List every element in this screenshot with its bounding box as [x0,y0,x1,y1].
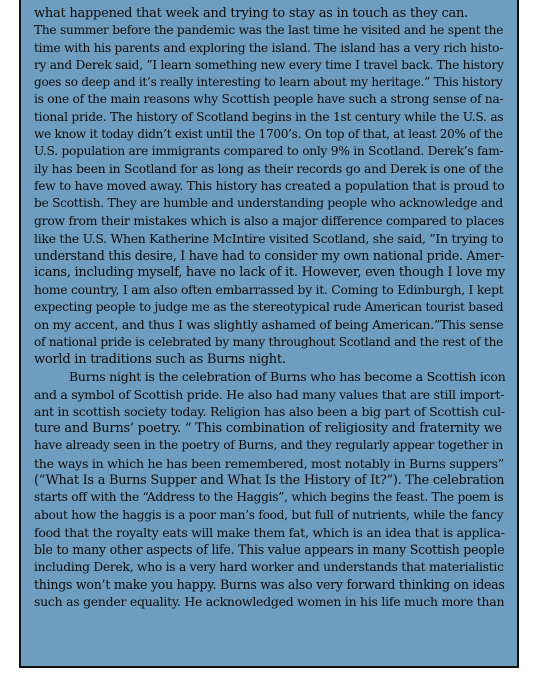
text-line: and a symbol of Scottish pride. He also had many values that are still import- [34,386,505,402]
text-line: ily has been in Scotland for as long as their records go and Derek is one of the [34,161,504,176]
text-line: be Scottish. They are humble and understanding people who acknowledge and [34,196,503,211]
text-line: world in traditions such as Burns night. [34,351,286,367]
text-line: about how the haggis is a poor man’s food, but full of nutrients, while the fancy [34,507,504,522]
text-line: things won’t make you happy. Burns was also very forward thinking on ideas [34,576,505,592]
text-line: (“What Is a Burns Supper and What Is the History of It?”). The celebration [34,473,505,489]
text-line: grow from their mistakes which is also a major difference compared to places [34,213,505,228]
text-line: understand this desire, I have had to consider my own national pride. Amer- [34,248,505,264]
text-line: time with his parents and exploring the island. The island has a very rich histo- [34,40,504,55]
text-line: starts off with the “Address to the Haggis”, which begins the feast. The poem is [34,490,504,505]
text-line: few to have moved away. This history has created a population that is proud to [34,178,505,193]
text-line: icans, including myself, have no lack of it. However, even though I love my [34,265,506,281]
text-line: food that the royalty eats will make them fat, which is an idea that is applica- [34,524,505,540]
text-line: including Derek, who is a very hard worker and understands that materialistic [34,559,504,574]
paragraph-start-line: Burns night is the celebration of Burns who has become a Scottish icon [69,369,506,385]
text-line: have already seen in the poetry of Burns, and they regularly appear together in [34,438,504,453]
text-line: ry and Derek said, ”I learn something new every time I travel back. The history [34,57,504,72]
text-line: home country, I am also often embarrassed by it. Coming to Edinburgh, I kept [34,282,504,297]
text-line: U.S. population are immigrants compared to only 9% in Scotland. Derek’s fam- [34,144,504,159]
text-line: on my accent, and thus I was slightly ashamed of being American.”This sense [34,317,504,333]
text-panel [19,0,519,668]
text-line: expecting people to judge me as the stereotypical rude American tourist based [34,300,504,315]
text-line: like the U.S. When Katherine McIntire visited Scotland, she said, ”In trying to [34,230,504,246]
text-line: The summer before the pandemic was the last time he visited and he spent the [34,23,504,38]
text-line: ble to many other aspects of life. This value appears in many Scottish people [34,542,505,558]
text-line: ture and Burns’ poetry. “ This combination of religiosity and fraternity we [34,421,502,437]
text-line: is one of the main reasons why Scottish people have such a strong sense of na- [34,92,504,107]
text-line: tional pride. The history of Scotland begins in the 1st century while the U.S. as [34,109,504,124]
text-line: we know it today didn’t exist until the 1700’s. On top of that, at least 20% of the [34,127,503,142]
text-line: what happened that week and trying to stay as in touch as they can. [34,6,468,21]
text-line: goes so deep and it’s really interesting to learn about my heritage.” This history [34,75,503,90]
text-line: ant in scottish society today. Religion has also been a big part of Scottish cul- [34,403,505,419]
text-line: of national pride is celebrated by many throughout Scotland and the rest of the [34,334,504,349]
text-line: the ways in which he has been remembered, most notably in Burns suppers” [34,455,504,471]
text-line: such as gender equality. He acknowledged women in his life much more than [34,594,505,610]
